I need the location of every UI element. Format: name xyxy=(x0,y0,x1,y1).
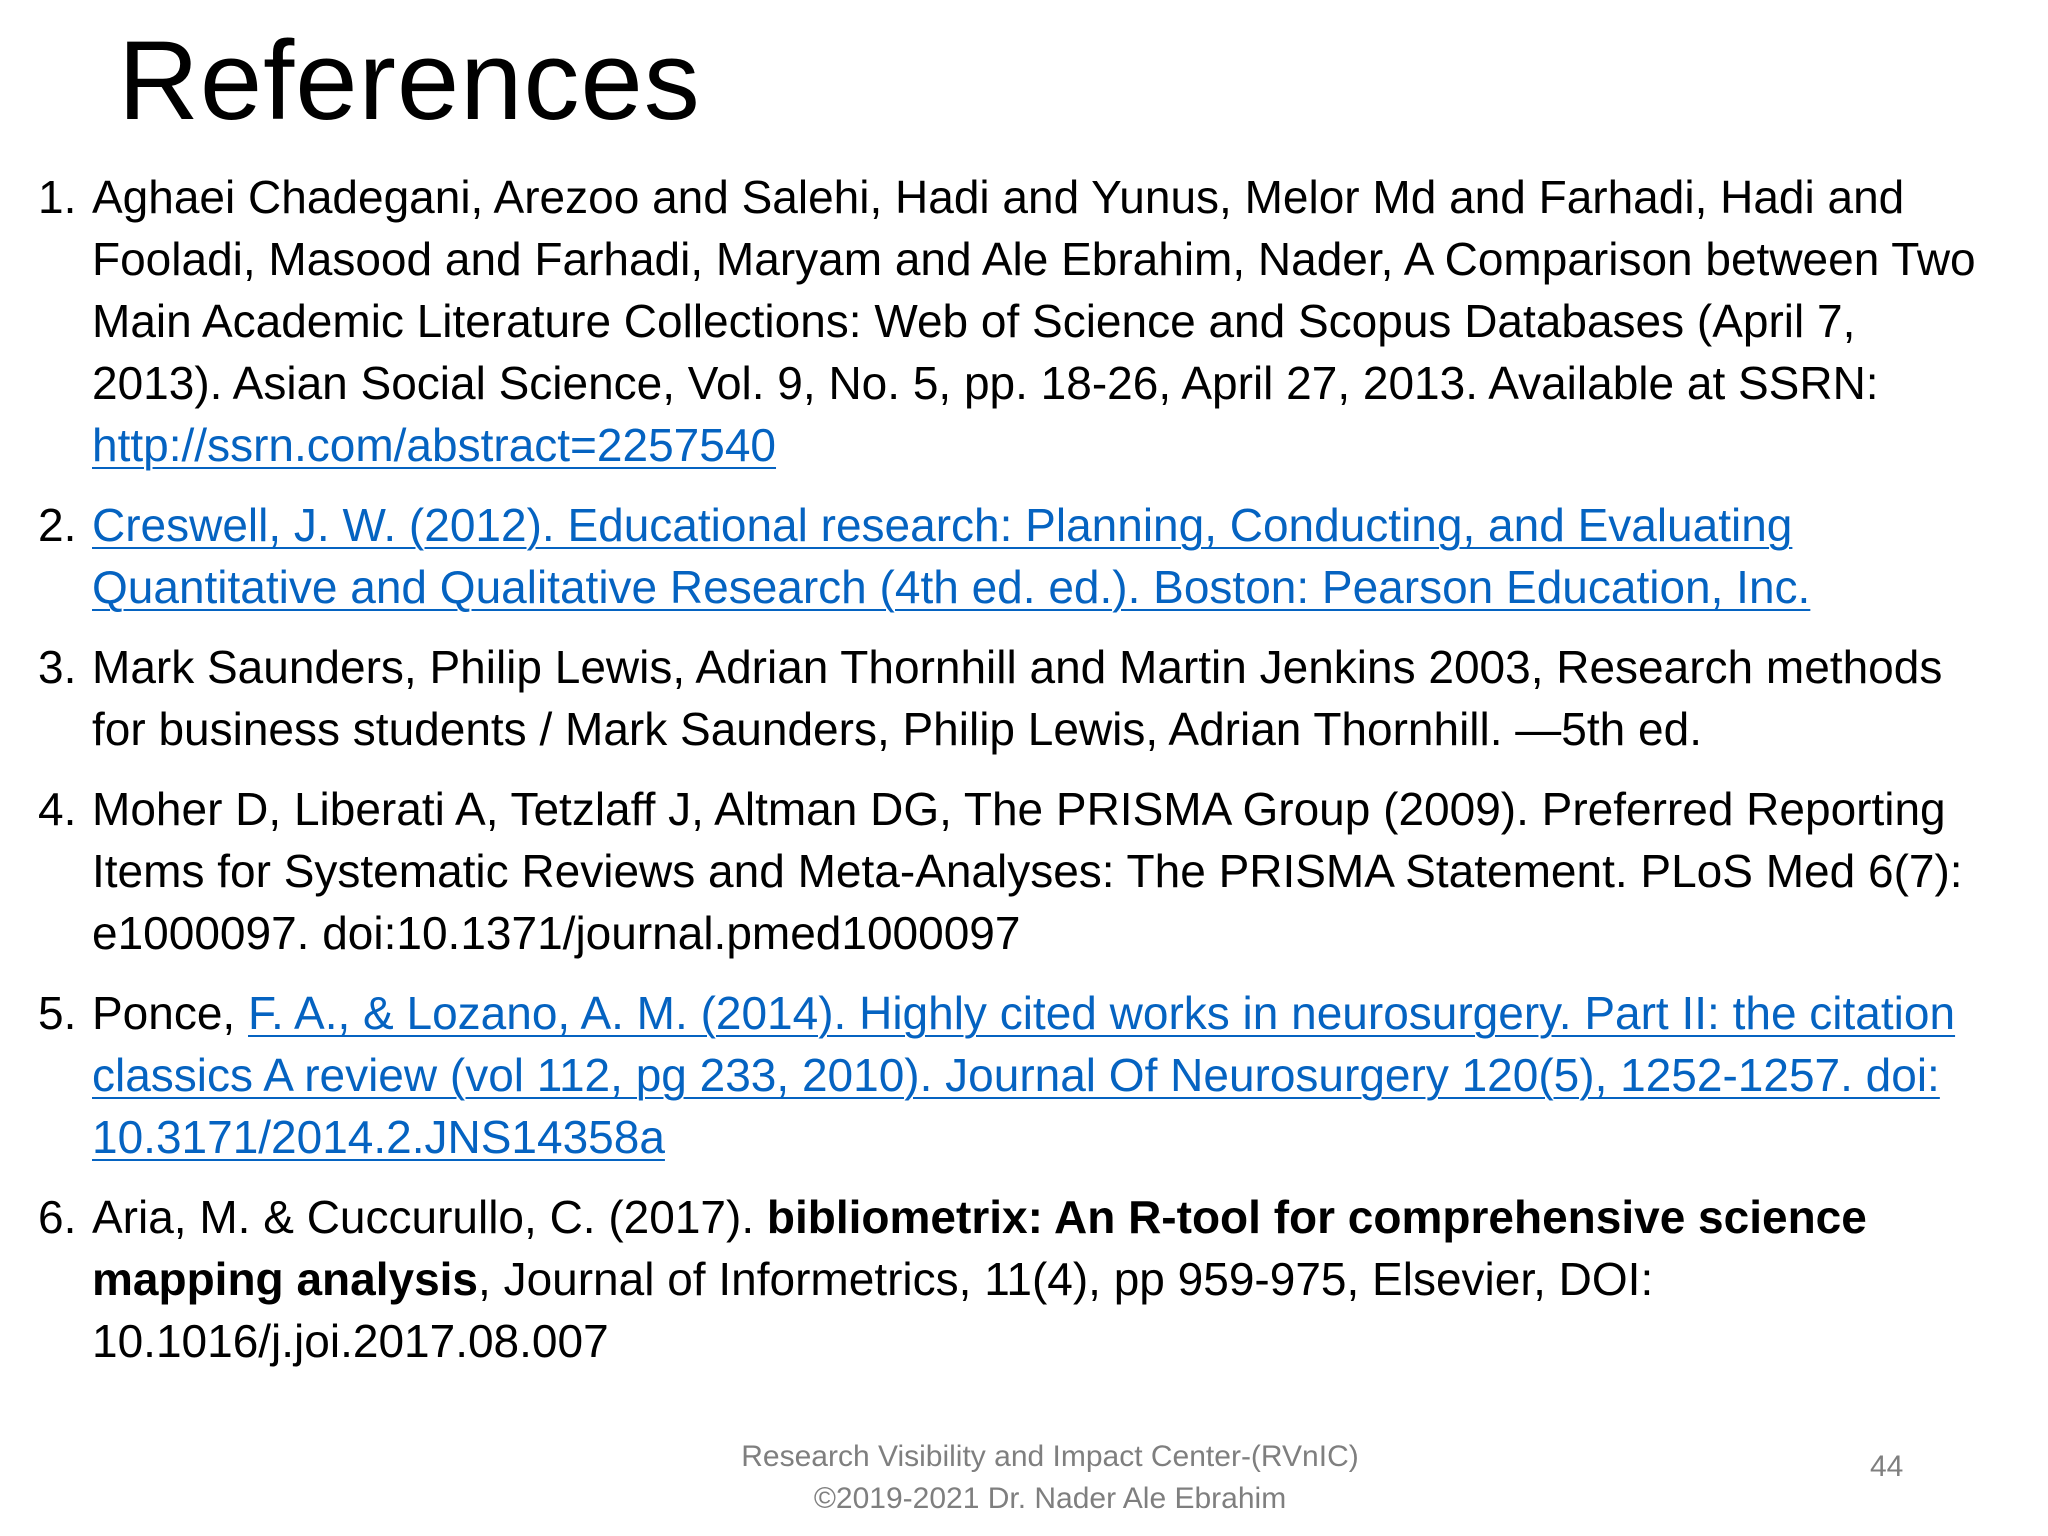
page-number: 44 xyxy=(1870,1450,1904,1483)
reference-text: Aghaei Chadegani, Arezoo and Salehi, Hadi and Yunus, Melor Md and Farhadi, Hadi and Fooladi, Masood and Farhadi, Maryam and Ale Ebrahim, Nader, A Comparison between Two Main Academic Literature Collections: Web of Science and Scopus Databases (April 7, 2013). Asian Social Science, Vol. 9, No. 5, pp. 18-26, April 27, 2013. Available at SSRN: xyxy=(92,171,1976,409)
reference-number: 3. xyxy=(38,641,77,693)
reference-number: 6. xyxy=(38,1191,77,1243)
reference-list xyxy=(38,166,1998,1390)
reference-item-4 xyxy=(38,778,1998,964)
reference-item-5 xyxy=(38,982,1998,1168)
reference-number: 5. xyxy=(38,987,77,1039)
reference-item-3 xyxy=(38,636,1998,760)
reference-item-6 xyxy=(38,1186,1998,1372)
footer-line-1: Research Visibility and Impact Center-(RVnIC) xyxy=(741,1440,1359,1473)
reference-text-after: , Journal of Informetrics, 11(4), pp 959-975, Elsevier, DOI: 10.1016/j.joi.2017.08.007 xyxy=(92,1253,1654,1367)
reference-text: Ponce, xyxy=(92,987,248,1039)
creswell-link[interactable]: Creswell, J. W. (2012). Educational research: Planning, Conducting, and Evaluating Quantitative and Qualitative Research (4th ed. ed.). Boston: Pearson Education, Inc. xyxy=(92,499,1811,613)
reference-bold-title: bibliometrix: An R-tool for comprehensive science mapping analysis xyxy=(92,1191,1867,1305)
neurosurgery-link[interactable]: F. A., & Lozano, A. M. (2014). Highly cited works in neurosurgery. Part II: the citation classics A review (vol 112, pg 233, 2010). Journal Of Neurosurgery 120(5), 1252-1257. doi: 10.3171/2014.2.JNS14358a xyxy=(92,987,1956,1163)
reference-number: 1. xyxy=(38,171,77,223)
footer-line-2: ©2019-2021 Dr. Nader Ale Ebrahim xyxy=(813,1482,1287,1515)
reference-text: Mark Saunders, Philip Lewis, Adrian Thornhill and Martin Jenkins 2003, Research methods for business students / Mark Saunders, Philip Lewis, Adrian Thornhill. —5th ed. xyxy=(92,641,1943,755)
slide-footer xyxy=(700,1436,1400,1520)
ssrn-link[interactable]: http://ssrn.com/abstract=2257540 xyxy=(92,419,777,471)
reference-item-2 xyxy=(38,494,1998,618)
slide-title: References xyxy=(118,18,701,143)
reference-text: Aria, M. & Cuccurullo, C. (2017). xyxy=(92,1191,767,1243)
reference-item-1 xyxy=(38,166,1998,476)
reference-number: 4. xyxy=(38,783,77,835)
reference-text: Moher D, Liberati A, Tetzlaff J, Altman DG, The PRISMA Group (2009). Preferred Reporting Items for Systematic Reviews and Meta-Analyses: The PRISMA Statement. PLoS Med 6(7): e1000097. doi:10.1371/journal.pmed1000097 xyxy=(92,783,1963,959)
reference-number: 2. xyxy=(38,499,77,551)
